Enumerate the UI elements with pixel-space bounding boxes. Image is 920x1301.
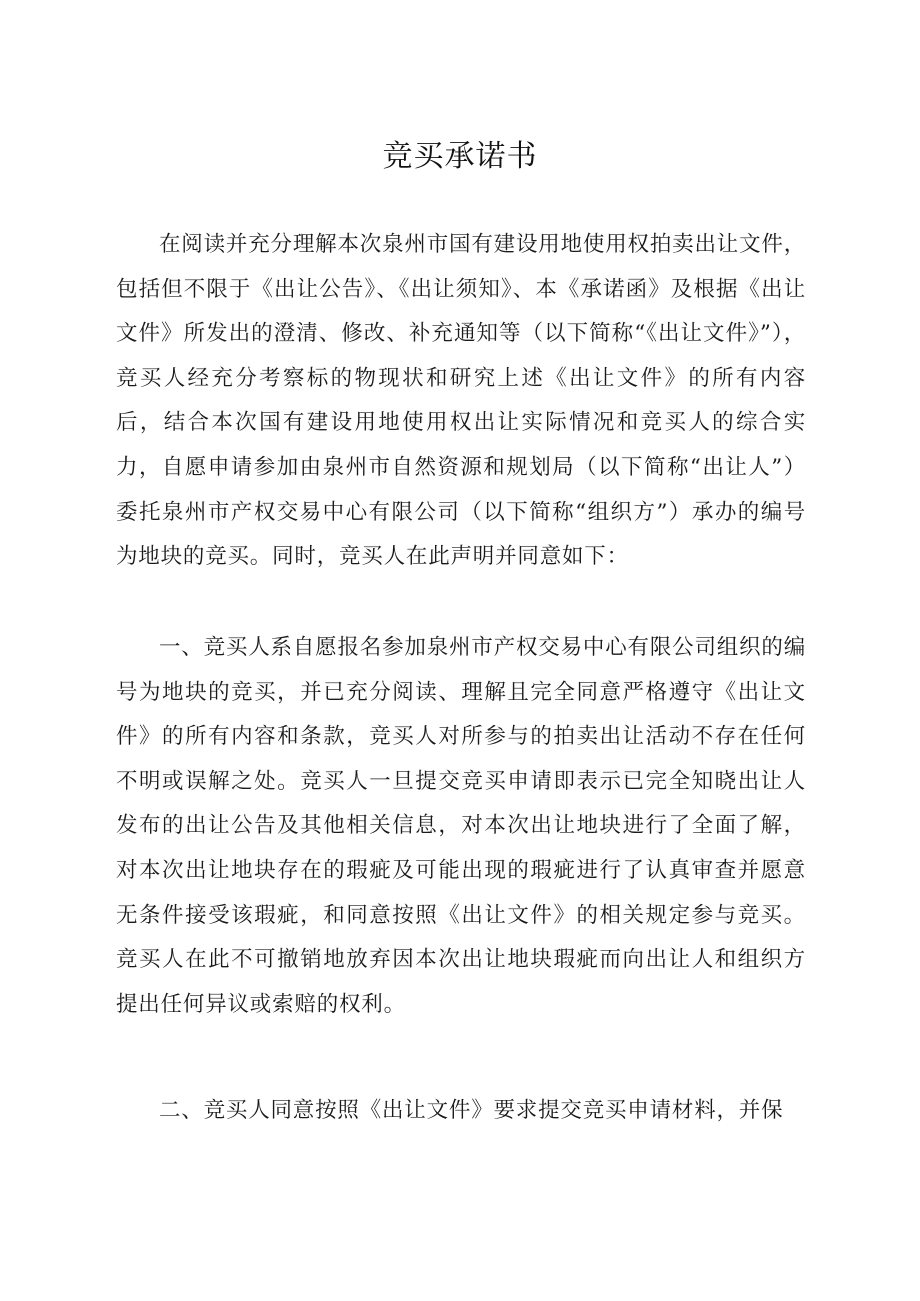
paragraph-clause-one: 一、竞买人系自愿报名参加泉州市产权交易中心有限公司组织的编号为地块的竞买，并已充分阅读、理解且完全同意严格遵守《出让文件》的所有内容和条款，竞买人对所参与的拍卖出让活动不存在任何不明或误解之处。竞买人一旦提交竞买申请即表示已完全知晓出让人发布的出让公告及其他相关信息，对本次出让地块进行了全面了解，对本次出让地块存在的瑕疵及可能出现的瑕疵进行了认真审查并愿意无条件接受该瑕疵，和同意按照《出让文件》的相关规定参与竞买。竞买人在此不可撤销地放弃因本次出让地块瑕疵而向出让人和组织方提出任何异议或索赔的权利。 [116,635,806,1017]
document-title: 竞买承诺书 [382,139,538,174]
paragraph-clause-two: 二、竞买人同意按照《出让文件》要求提交竞买申请材料，并保 [159,1098,784,1123]
paragraph-intro: 在阅读并充分理解本次泉州市国有建设用地使用权拍卖出让文件，包括但不限于《出让公告》、《出让须知》、本《承诺函》及根据《出让文件》所发出的澄清、修改、补充通知等（以下简称“《出让文件》”），竞买人经充分考察标的物现状和研究上述《出让文件》的所有内容后，结合本次国有建设用地使用权出让实际情况和竞买人的综合实力，自愿申请参加由泉州市自然资源和规划局（以下简称“出让人”）委托泉州市产权交易中心有限公司（以下简称“组织方”）承办的编号为地块的竞买。同时，竞买人在此声明并同意如下： [116,232,806,570]
